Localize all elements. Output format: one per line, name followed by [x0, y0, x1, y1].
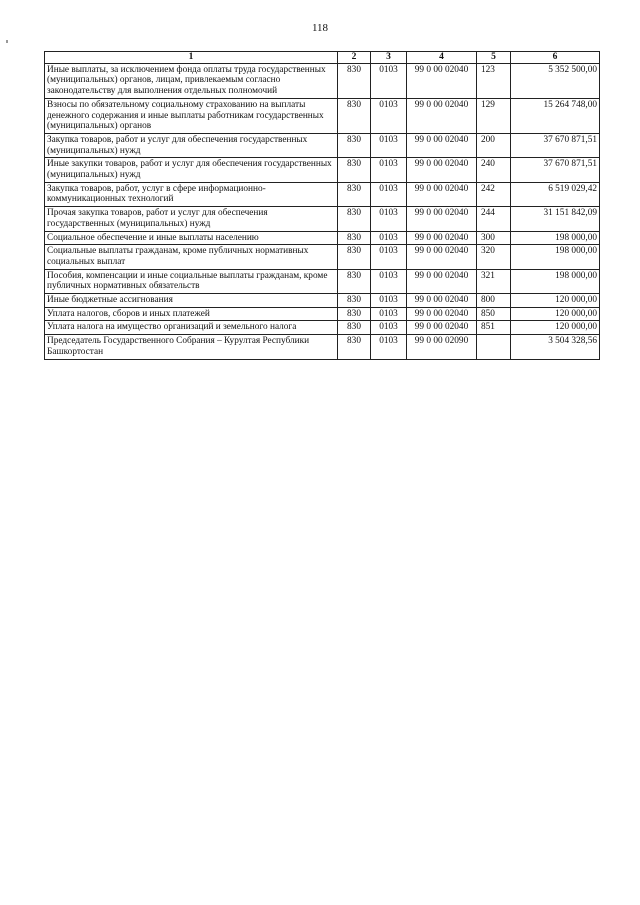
- row-section-code: 0103: [371, 335, 407, 359]
- row-name: Пособия, компенсации и иные социальные выплаты гражданам, кроме публичных нормативных обязательств: [45, 269, 338, 293]
- header-col-3: 3: [371, 52, 407, 64]
- row-section-code: 0103: [371, 207, 407, 231]
- row-section-code: 0103: [371, 294, 407, 308]
- table-row: [45, 98, 600, 133]
- row-ministry-code: 830: [338, 294, 371, 308]
- row-amount: 120 000,00: [511, 294, 600, 308]
- row-expense-type: 300: [477, 231, 511, 245]
- row-target-article: 99 0 00 02040: [407, 307, 477, 321]
- row-name: Социальные выплаты гражданам, кроме публичных нормативных социальных выплат: [45, 245, 338, 269]
- row-amount: 120 000,00: [511, 307, 600, 321]
- header-col-6: 6: [511, 52, 600, 64]
- row-target-article: 99 0 00 02040: [407, 98, 477, 133]
- row-name: Председатель Государственного Собрания – Курултая Республики Башкортостан: [45, 335, 338, 359]
- row-section-code: 0103: [371, 245, 407, 269]
- scan-mark: [6, 40, 8, 43]
- row-ministry-code: 830: [338, 307, 371, 321]
- row-expense-type: 123: [477, 63, 511, 98]
- row-expense-type: 321: [477, 269, 511, 293]
- row-target-article: 99 0 00 02040: [407, 269, 477, 293]
- header-col-4: 4: [407, 52, 477, 64]
- row-amount: 6 519 029,42: [511, 182, 600, 206]
- row-target-article: 99 0 00 02040: [407, 207, 477, 231]
- row-expense-type: 200: [477, 133, 511, 157]
- row-target-article: 99 0 00 02040: [407, 133, 477, 157]
- row-expense-type: 244: [477, 207, 511, 231]
- row-amount: 198 000,00: [511, 231, 600, 245]
- row-expense-type: 320: [477, 245, 511, 269]
- row-target-article: 99 0 00 02040: [407, 63, 477, 98]
- row-name: Уплата налога на имущество организаций и земельного налога: [45, 321, 338, 335]
- row-amount: 5 352 500,00: [511, 63, 600, 98]
- row-amount: 31 151 842,09: [511, 207, 600, 231]
- row-ministry-code: 830: [338, 133, 371, 157]
- row-amount: 37 670 871,51: [511, 158, 600, 182]
- table-body: [45, 63, 600, 359]
- row-target-article: 99 0 00 02040: [407, 321, 477, 335]
- table-row: [45, 269, 600, 293]
- table-row: [45, 182, 600, 206]
- table-row: [45, 294, 600, 308]
- row-ministry-code: 830: [338, 321, 371, 335]
- row-amount: 198 000,00: [511, 245, 600, 269]
- row-expense-type: 851: [477, 321, 511, 335]
- table-row: [45, 335, 600, 359]
- row-name: Взносы по обязательному социальному страхованию на выплаты денежного содержания и иные выплаты работникам государственных (муниципальных) органов: [45, 98, 338, 133]
- table-row: [45, 321, 600, 335]
- row-ministry-code: 830: [338, 63, 371, 98]
- row-expense-type: 800: [477, 294, 511, 308]
- table-row: [45, 63, 600, 98]
- row-name: Уплата налогов, сборов и иных платежей: [45, 307, 338, 321]
- row-section-code: 0103: [371, 321, 407, 335]
- row-name: Иные закупки товаров, работ и услуг для обеспечения государственных (муниципальных) нужд: [45, 158, 338, 182]
- row-section-code: 0103: [371, 133, 407, 157]
- row-ministry-code: 830: [338, 335, 371, 359]
- row-expense-type: 242: [477, 182, 511, 206]
- row-ministry-code: 830: [338, 245, 371, 269]
- row-section-code: 0103: [371, 98, 407, 133]
- row-expense-type: 129: [477, 98, 511, 133]
- table-row: [45, 307, 600, 321]
- row-ministry-code: 830: [338, 231, 371, 245]
- table-row: [45, 158, 600, 182]
- row-target-article: 99 0 00 02040: [407, 158, 477, 182]
- header-col-2: 2: [338, 52, 371, 64]
- row-section-code: 0103: [371, 307, 407, 321]
- row-target-article: 99 0 00 02090: [407, 335, 477, 359]
- row-ministry-code: 830: [338, 269, 371, 293]
- page-number: 118: [311, 22, 329, 34]
- row-expense-type: [477, 335, 511, 359]
- row-ministry-code: 830: [338, 182, 371, 206]
- row-ministry-code: 830: [338, 98, 371, 133]
- header-row: [45, 52, 600, 64]
- row-section-code: 0103: [371, 182, 407, 206]
- header-col-5: 5: [477, 52, 511, 64]
- row-amount: 120 000,00: [511, 321, 600, 335]
- row-section-code: 0103: [371, 63, 407, 98]
- table-row: [45, 245, 600, 269]
- table-row: [45, 207, 600, 231]
- row-name: Иные выплаты, за исключением фонда оплаты труда государственных (муниципальных) органов, лицам, привлекаемым согласно законодательству для выполнения отдельных полномочий: [45, 63, 338, 98]
- row-amount: 3 504 328,56: [511, 335, 600, 359]
- row-name: Закупка товаров, работ и услуг для обеспечения государственных (муниципальных) нужд: [45, 133, 338, 157]
- budget-table: [44, 51, 600, 360]
- row-target-article: 99 0 00 02040: [407, 231, 477, 245]
- row-target-article: 99 0 00 02040: [407, 182, 477, 206]
- row-expense-type: 850: [477, 307, 511, 321]
- row-name: Прочая закупка товаров, работ и услуг для обеспечения государственных (муниципальных) нужд: [45, 207, 338, 231]
- row-expense-type: 240: [477, 158, 511, 182]
- row-amount: 198 000,00: [511, 269, 600, 293]
- row-ministry-code: 830: [338, 158, 371, 182]
- budget-table-container: [44, 51, 599, 360]
- header-col-1: 1: [45, 52, 338, 64]
- table-row: [45, 231, 600, 245]
- row-name: Закупка товаров, работ, услуг в сфере информационно-коммуникационных технологий: [45, 182, 338, 206]
- row-section-code: 0103: [371, 231, 407, 245]
- row-name: Иные бюджетные ассигнования: [45, 294, 338, 308]
- row-target-article: 99 0 00 02040: [407, 245, 477, 269]
- row-amount: 37 670 871,51: [511, 133, 600, 157]
- row-name: Социальное обеспечение и иные выплаты населению: [45, 231, 338, 245]
- row-section-code: 0103: [371, 269, 407, 293]
- row-target-article: 99 0 00 02040: [407, 294, 477, 308]
- row-amount: 15 264 748,00: [511, 98, 600, 133]
- row-ministry-code: 830: [338, 207, 371, 231]
- row-section-code: 0103: [371, 158, 407, 182]
- table-row: [45, 133, 600, 157]
